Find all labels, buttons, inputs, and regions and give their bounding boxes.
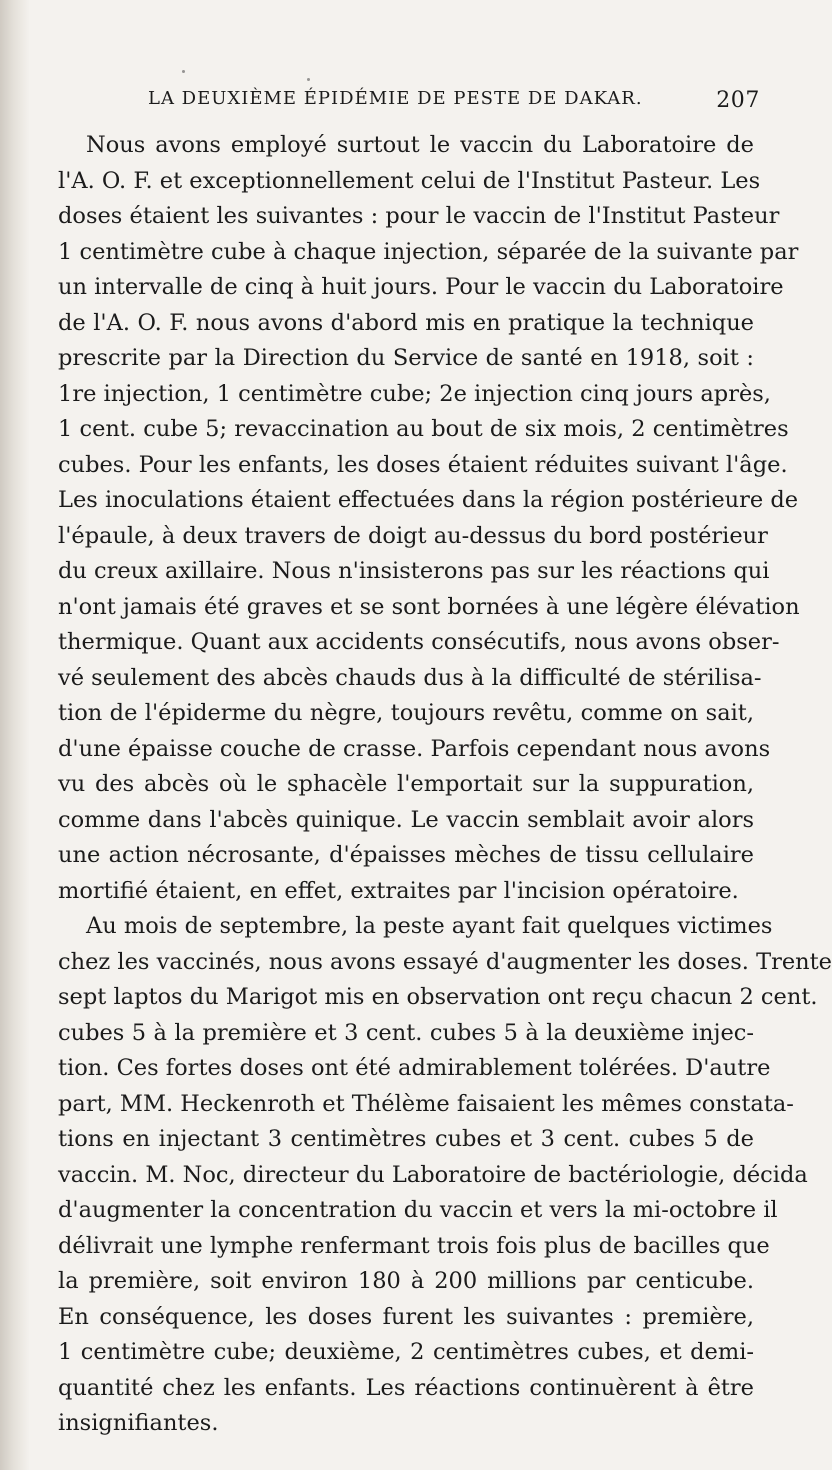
text-line: tion de l'épiderme du nègre, toujours revêtu, comme on sait, [58, 700, 754, 726]
text-line: cubes 5 à la première et 3 cent. cubes 5 à la deuxième injec- [58, 1019, 754, 1046]
text-line: une action nécrosante, d'épaisses mèches de tissu cellulaire [58, 842, 754, 868]
text-line: tions en injectant 3 centimètres cubes et 3 cent. cubes 5 de [58, 1126, 754, 1152]
text-line: part, MM. Heckenroth et Thélème faisaient les mêmes constata- [58, 1090, 794, 1117]
text-line: vaccin. M. Noc, directeur du Laboratoire de bactériologie, décida [58, 1161, 808, 1188]
text-line: mortifié étaient, en effet, extraites par l'incision opératoire. [58, 877, 739, 904]
text-line: délivrait une lymphe renfermant trois fois plus de bacilles que [58, 1232, 770, 1259]
text-line: chez les vaccinés, nous avons essayé d'augmenter les doses. Trente [58, 948, 832, 975]
text-line: cubes. Pour les enfants, les doses étaient réduites suivant l'âge. [58, 451, 788, 478]
text-line: vé seulement des abcès chauds dus à la difficulté de stérilisa- [58, 664, 762, 691]
text-line: comme dans l'abcès quinique. Le vaccin semblait avoir alors [58, 806, 754, 833]
text-line: thermique. Quant aux accidents consécutifs, nous avons obser- [58, 629, 780, 655]
page-header [148, 88, 760, 116]
text-line: tion. Ces fortes doses ont été admirablement tolérées. D'autre [58, 1055, 771, 1081]
text-line: Les inoculations étaient effectuées dans la région postérieure de [58, 487, 799, 513]
text-line: l'A. O. F. et exceptionnellement celui de l'Institut Pasteur. Les [58, 167, 761, 194]
text-line: 1 centimètre cube à chaque injection, séparée de la suivante par [58, 238, 799, 265]
text-line: d'augmenter la concentration du vaccin et vers la mi-octobre il [58, 1197, 778, 1223]
text-line: Au mois de septembre, la peste ayant fait quelques victimes [86, 913, 773, 939]
text-line: de l'A. O. F. nous avons d'abord mis en pratique la technique [58, 309, 754, 336]
text-line: doses étaient les suivantes : pour le vaccin de l'Institut Pasteur [58, 203, 780, 229]
ink-speck [307, 78, 310, 81]
running-head: LA DEUXIÈME ÉPIDÉMIE DE PESTE DE DAKAR. [148, 88, 643, 109]
text-line: quantité chez les enfants. Les réactions continuèrent à être [58, 1374, 754, 1401]
text-line: l'épaule, à deux travers de doigt au-dessus du bord postérieur [58, 522, 768, 549]
text-line: 1re injection, 1 centimètre cube; 2e injection cinq jours après, [58, 380, 771, 407]
text-line: prescrite par la Direction du Service de santé en 1918, soit : [58, 345, 754, 371]
text-line: n'ont jamais été graves et se sont bornées à une légère élévation [58, 593, 800, 620]
body-text [58, 128, 832, 1442]
text-line: sept laptos du Marigot mis en observation ont reçu chacun 2 cent. [58, 984, 818, 1010]
paragraph [58, 128, 800, 909]
ink-speck [182, 70, 185, 73]
page-number: 207 [716, 88, 760, 113]
text-line: la première, soit environ 180 à 200 millions par centicube. [58, 1268, 754, 1294]
text-line: vu des abcès où le sphacèle l'emportait sur la suppuration, [58, 771, 754, 797]
text-line: Nous avons employé surtout le vaccin du Laboratoire de [86, 132, 754, 158]
text-line: insignifiantes. [58, 1410, 219, 1436]
page-binding-edge [0, 0, 30, 1470]
paragraph [58, 909, 832, 1442]
text-line: En conséquence, les doses furent les suivantes : première, [58, 1303, 754, 1330]
text-line: d'une épaisse couche de crasse. Parfois cependant nous avons [58, 735, 771, 762]
text-line: du creux axillaire. Nous n'insisterons pas sur les réactions qui [58, 558, 770, 584]
text-line: 1 cent. cube 5; revaccination au bout de six mois, 2 centimètres [58, 416, 789, 442]
text-line: 1 centimètre cube; deuxième, 2 centimètres cubes, et demi- [58, 1339, 754, 1365]
text-line: un intervalle de cinq à huit jours. Pour le vaccin du Laboratoire [58, 274, 784, 300]
